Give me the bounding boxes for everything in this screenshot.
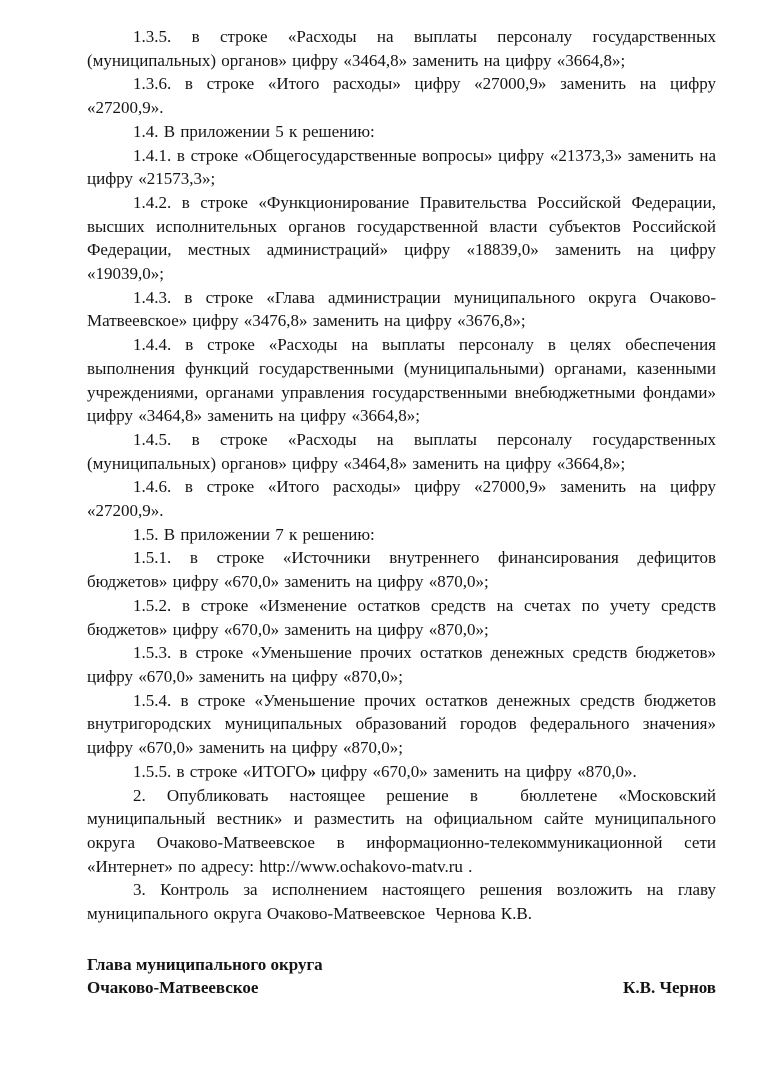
paragraph-1-5-5-text: 1.5.5. в строке «ИТОГО (133, 761, 308, 781)
signature-name: К.В. Чернов (623, 978, 716, 998)
paragraph-1-4: 1.4. В приложении 5 к решению: (133, 121, 375, 141)
paragraph-2 (87, 784, 716, 879)
paragraph-1-4-5: 1.4.5. в строке «Расходы на выплаты персоналу государственных (муниципальных) органов» цифру «3464,8» заменить на цифру «3664,8»; (87, 429, 716, 473)
paragraph-1-5-2: 1.5.2. в строке «Изменение остатков средств на счетах по учету средств бюджетов» цифру «670,0» заменить на цифру «870,0»; (87, 595, 716, 639)
paragraph-1-5-3: 1.5.3. в строке «Уменьшение прочих остатков денежных средств бюджетов» цифру «670,0» заменить на цифру «870,0»; (87, 643, 716, 686)
paragraph-1-3-6: 1.3.6. в строке «Итого расходы» цифру «27000,9» заменить на цифру «27200,9». (87, 74, 716, 118)
document-body (87, 25, 716, 1000)
paragraph-2-tail: . (462, 856, 473, 876)
signature-title-line1: Глава муниципального округа (87, 954, 323, 974)
website-url: http://www.ochakovo-matv.ru (259, 856, 463, 876)
signature-title-line2: Очаково-Матвеевское (87, 978, 259, 998)
signature-row (87, 976, 716, 1000)
paragraph-3: 3. Контроль за исполнением настоящего решения возложить на главу муниципального округа Очаково-Матвеевское Чернова К.В. (87, 880, 716, 924)
itogo-closing-guillemet: » (307, 761, 316, 781)
paragraph-1-5-4: 1.5.4. в строке «Уменьшение прочих остатков денежных средств бюджетов внутригородских муниципальных образований городов федерального значения» цифру «670,0» заменить на цифру «870,0»; (87, 690, 716, 758)
paragraph-1-3-5: 1.3.5. в строке «Расходы на выплаты персоналу государственных (муниципальных) органов» цифру «3464,8» заменить на цифру «3664,8»; (87, 27, 716, 70)
paragraph-1-4-2: 1.4.2. в строке «Функционирование Правительства Российской Федерации, высших исполнительных органов государственной власти субъектов Российской Федерации, местных администраций» цифру «18839,0» заменить на цифру «19039,0»; (87, 192, 716, 284)
paragraph-1-5-5 (87, 760, 716, 784)
paragraph-2-text: 2. Опубликовать настоящее решение в бюллетене «Московский муниципальный вестник» и разместить на официальном сайте муниципального округа Очаково-Матвеевское в информационно-телекоммуникационной сети «Интернет» по адресу: (87, 785, 716, 876)
paragraph-1-5: 1.5. В приложении 7 к решению: (133, 524, 375, 544)
paragraph-1-4-6: 1.4.6. в строке «Итого расходы» цифру «27000,9» заменить на цифру «27200,9». (87, 477, 716, 521)
signature-block (87, 953, 716, 1000)
paragraph-1-4-1: 1.4.1. в строке «Общегосударственные вопросы» цифру «21373,3» заменить на цифру «21573,3»; (87, 145, 716, 189)
paragraph-1-5-1: 1.5.1. в строке «Источники внутреннего финансирования дефицитов бюджетов» цифру «670,0» заменить на цифру «870,0»; (87, 548, 716, 592)
paragraph-1-4-3: 1.4.3. в строке «Глава администрации муниципального округа Очаково-Матвеевское» цифру «3476,8» заменить на цифру «3676,8»; (87, 287, 716, 331)
paragraph-1-5-5-tail: цифру «670,0» заменить на цифру «870,0». (316, 761, 637, 781)
paragraph-1-4-4: 1.4.4. в строке «Расходы на выплаты персоналу в целях обеспечения выполнения функций государственными (муниципальными) органами, казенными учреждениями, органами управления государственными внебюджетными фондами» цифру «3464,8» заменить на цифру «3664,8»; (87, 335, 716, 426)
